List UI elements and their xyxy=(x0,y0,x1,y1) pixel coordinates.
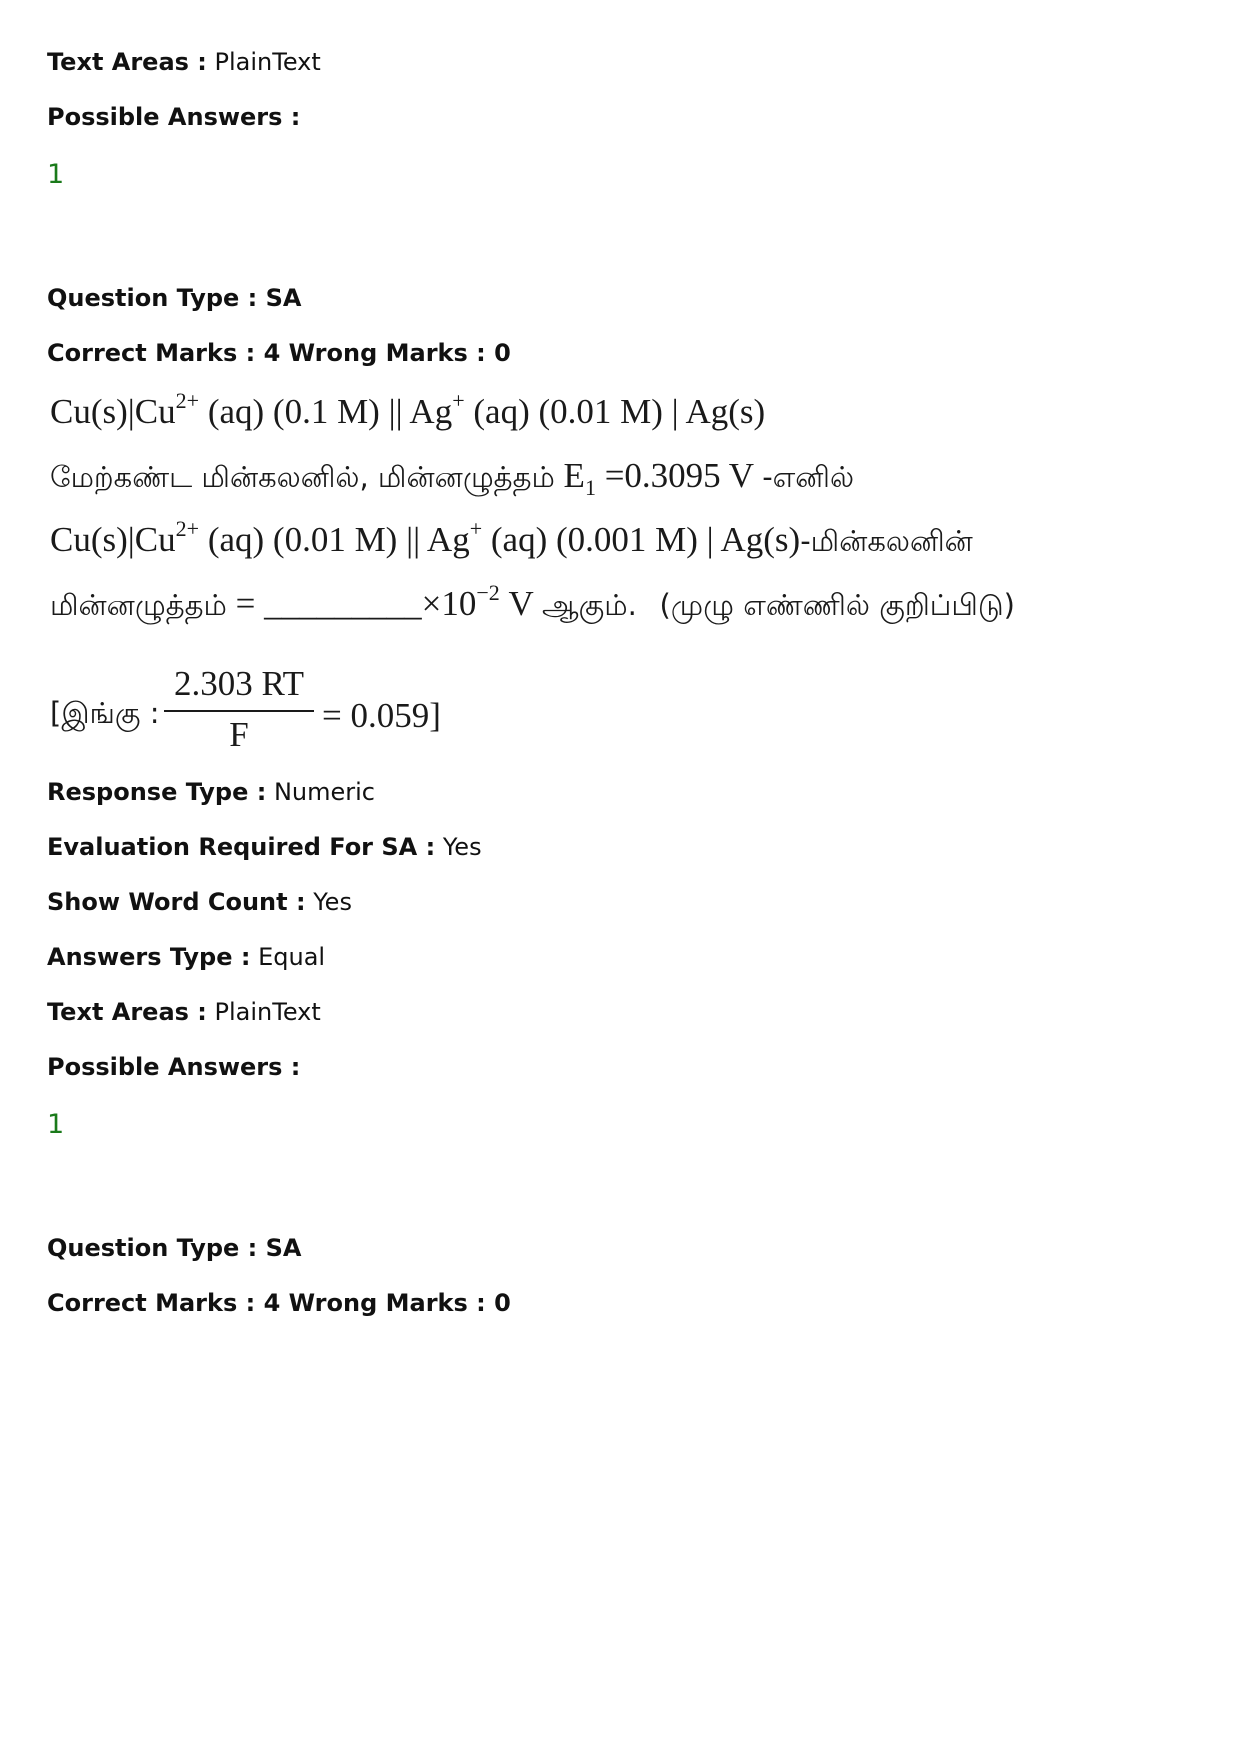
constant-note-close: = 0.059] xyxy=(322,696,441,735)
fraction xyxy=(164,662,314,756)
word-count-row xyxy=(47,886,352,918)
question-text-line-4: மின்னழுத்தம் = $\_\_\_\_\_\_\_\_\_\times 10^{-2}$ V ஆகும். (முழு எண்ணில் குறிப்பிடு) xyxy=(50,580,1015,623)
answers-type-label: Answers Type : xyxy=(47,943,251,971)
evaluation-label: Evaluation Required For SA : xyxy=(47,833,436,861)
text-areas-row xyxy=(47,46,321,78)
text-areas-value: PlainText xyxy=(214,48,321,76)
text-areas-row xyxy=(47,996,321,1028)
fraction-bar xyxy=(164,710,314,712)
evaluation-value: Yes xyxy=(442,833,482,861)
cell-notation-line-3: $Cu(s)|Cu^{2+}$ (aq) (0.01 M) || Ag+ (aq) (0.001 M) | Ag(s)-மின்கலனின் xyxy=(50,516,973,559)
question-type-row xyxy=(47,1232,301,1264)
evaluation-row xyxy=(47,831,482,863)
cell-notation-line-1: $Cu(s)|Cu^{2+}$ (aq) (0.1 M) || Ag+ (aq) (0.01 M) | Ag(s) xyxy=(50,388,766,431)
fraction-numerator: 2.303 RT xyxy=(173,664,305,703)
question-type-row xyxy=(47,282,301,314)
word-count-label: Show Word Count : xyxy=(47,888,306,916)
text-areas-value: PlainText xyxy=(214,998,321,1026)
answers-type-value: Equal xyxy=(258,943,326,971)
question-type-label: Question Type : SA xyxy=(47,1234,302,1262)
response-type-label: Response Type : xyxy=(47,778,267,806)
possible-answers-label: Possible Answers : xyxy=(47,1053,301,1081)
text-areas-label: Text Areas : xyxy=(47,48,207,76)
question-text-line-2: மேற்கண்ட மின்கலனில், மின்னழுத்தம் $E_1 =0.3095$ V -எனில் xyxy=(50,456,855,500)
marks-label: Correct Marks : 4 Wrong Marks : 0 xyxy=(47,339,511,367)
response-type-row xyxy=(47,776,375,808)
possible-answers-row xyxy=(47,1051,300,1083)
possible-answer-value: 1 xyxy=(47,159,65,190)
constant-note-open: [இங்கு : xyxy=(50,696,160,730)
text-areas-label: Text Areas : xyxy=(47,998,207,1026)
response-type-value: Numeric xyxy=(273,778,375,806)
question-type-label: Question Type : SA xyxy=(47,284,302,312)
marks-row xyxy=(47,337,511,369)
marks-row xyxy=(47,1287,511,1319)
word-count-value: Yes xyxy=(313,888,352,916)
possible-answers-row xyxy=(47,101,300,133)
marks-label: Correct Marks : 4 Wrong Marks : 0 xyxy=(47,1289,511,1317)
answers-type-row xyxy=(47,941,325,973)
possible-answers-label: Possible Answers : xyxy=(47,103,301,131)
fraction-denominator: F xyxy=(229,715,249,754)
possible-answer-value: 1 xyxy=(47,1109,65,1140)
